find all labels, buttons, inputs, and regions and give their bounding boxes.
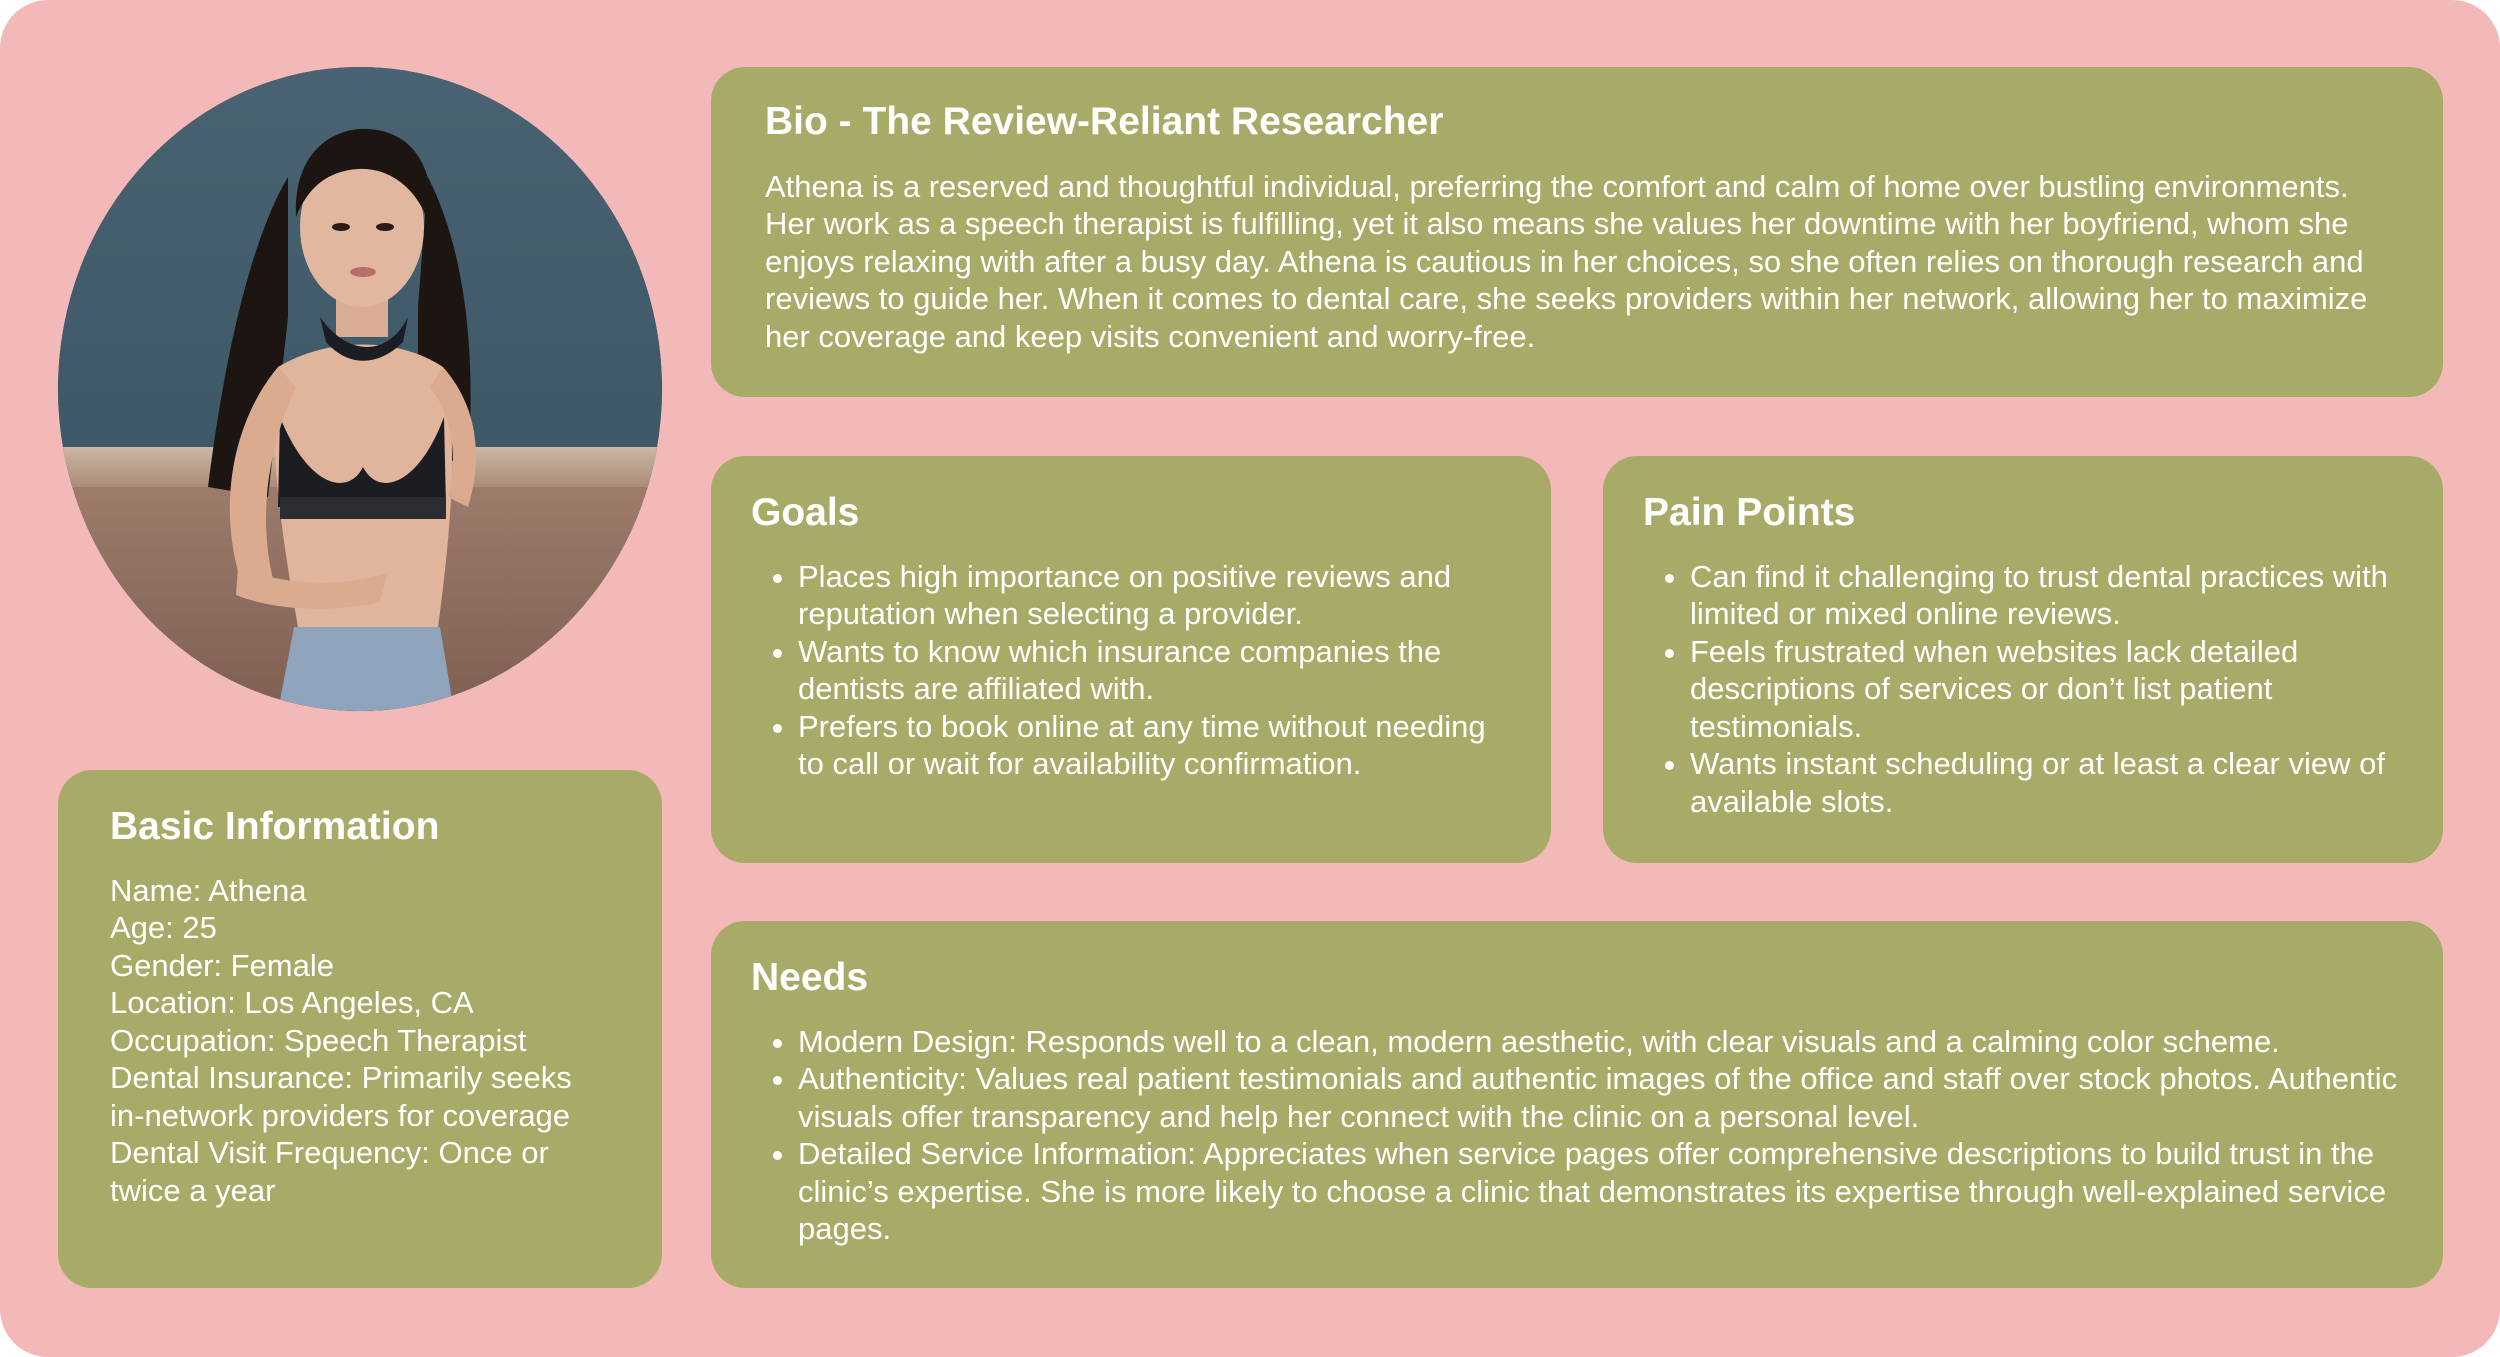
info-location: Location: Los Angeles, CA bbox=[110, 985, 474, 1021]
goals-card bbox=[711, 456, 1551, 863]
pain-points-list bbox=[1643, 558, 2403, 821]
basic-information-title: Basic Information bbox=[110, 805, 440, 848]
persona-photo-illustration bbox=[58, 67, 662, 711]
info-dental-insurance: Dental Insurance: Primarily seeks in-network providers for coverage bbox=[110, 1060, 572, 1133]
goal-item: • Prefers to book online at any time without needing to call or wait for availability confirmation. bbox=[798, 708, 1511, 783]
needs-card bbox=[711, 921, 2443, 1288]
basic-information-card bbox=[58, 770, 662, 1288]
goal-item: • Wants to know which insurance companies the dentists are affiliated with. bbox=[798, 633, 1511, 708]
info-name: Name: Athena bbox=[110, 872, 307, 908]
persona-photo bbox=[58, 67, 662, 711]
goal-item: • Places high importance on positive reviews and reputation when selecting a provider. bbox=[798, 558, 1511, 633]
needs-list bbox=[751, 1023, 2403, 1248]
pain-points-card bbox=[1603, 456, 2443, 863]
need-item: • Authenticity: Values real patient testimonials and authentic images of the office and staff over stock photos. Authentic visuals offer transparency and help her connect with the clinic on a personal level. bbox=[798, 1060, 2403, 1135]
need-item: • Detailed Service Information: Appreciates when service pages offer comprehensive descriptions to build trust in the clinic’s expertise. She is more likely to choose a clinic that demonstrates its expertise through well-explained service pages. bbox=[798, 1135, 2403, 1248]
info-gender: Gender: Female bbox=[110, 947, 334, 983]
pain-point-item: • Can find it challenging to trust dental practices with limited or mixed online reviews. bbox=[1690, 558, 2403, 633]
bio-card bbox=[711, 67, 2443, 397]
need-item: • Modern Design: Responds well to a clean, modern aesthetic, with clear visuals and a calming color scheme. bbox=[798, 1023, 2403, 1061]
pain-point-item: • Feels frustrated when websites lack detailed descriptions of services or don’t list patient testimonials. bbox=[1690, 633, 2403, 746]
info-age: Age: 25 bbox=[110, 910, 217, 946]
bio-title: Bio - The Review-Reliant Researcher bbox=[765, 100, 1444, 143]
info-occupation: Occupation: Speech Therapist bbox=[110, 1022, 527, 1058]
pain-point-item: • Wants instant scheduling or at least a clear view of available slots. bbox=[1690, 745, 2403, 820]
needs-title: Needs bbox=[751, 956, 869, 999]
info-dental-visit-frequency: Dental Visit Frequency: Once or twice a year bbox=[110, 1135, 549, 1208]
goals-title: Goals bbox=[751, 491, 860, 534]
bio-text: Athena is a reserved and thoughtful individual, preferring the comfort and calm of home over bustling environments. Her work as a speech therapist is fulfilling, yet it also means she values her downtime with her boyfriend, whom she enjoys relaxing with after a busy day. Athena is cautious in her choices, so she often relies on thorough research and reviews to guide her. When it comes to dental care, she seeks providers within her network, allowing her to maximize her coverage and keep visits convenient and worry-free. bbox=[765, 168, 2368, 354]
pain-points-title: Pain Points bbox=[1643, 491, 1856, 534]
goals-list bbox=[751, 558, 1511, 783]
